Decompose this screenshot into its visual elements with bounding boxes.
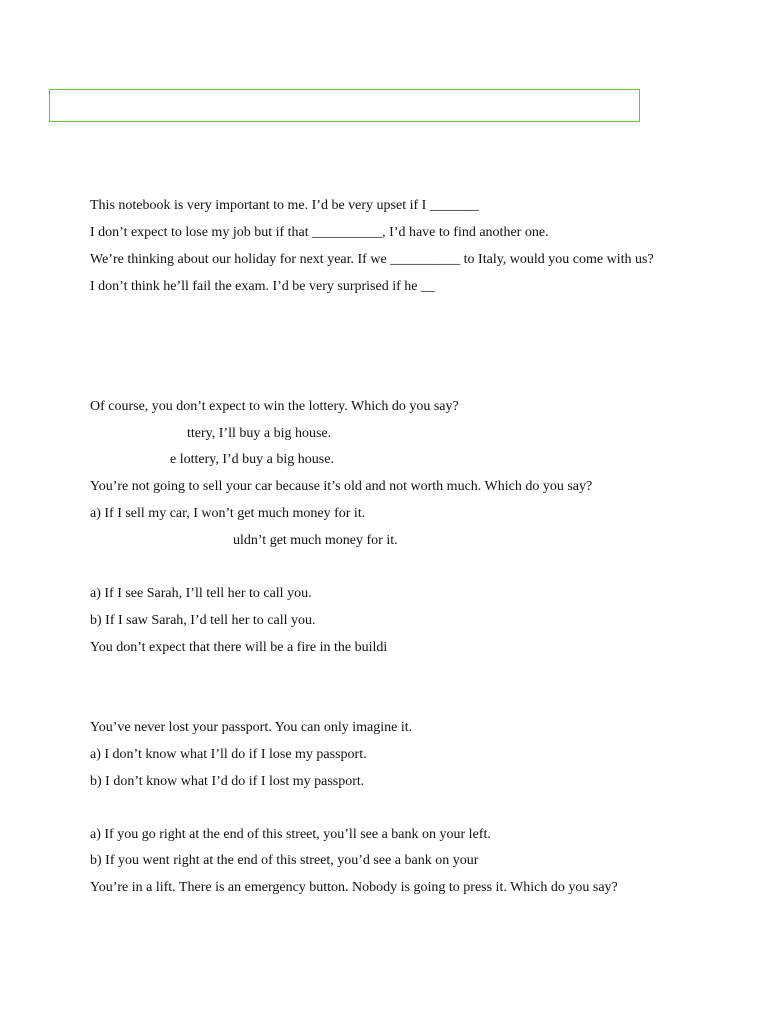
exercise-line: b) If you went right at the end of this street, you’d see a bank on your [90, 853, 479, 868]
exercise-line: You’ve never lost your passport. You can only imagine it. [90, 720, 413, 735]
exercise-line: We’re thinking about our holiday for next year. If we __________ to Italy, would you come with us? [90, 252, 654, 267]
exercise-line: a) I don’t know what I’ll do if I lose my passport. [90, 747, 367, 762]
exercise-line: a) If you go right at the end of this street, you’ll see a bank on your left. [90, 827, 491, 842]
exercise-line: e lottery, I’d buy a big house. [170, 452, 334, 467]
exercise-line: You’re in a lift. There is an emergency button. Nobody is going to press it. Which do you say? [90, 880, 618, 895]
exercise-line: I don’t expect to lose my job but if that __________, I’d have to find another one. [90, 225, 549, 240]
exercise-line: a) If I see Sarah, I’ll tell her to call you. [90, 586, 312, 601]
exercise-line: I don’t think he’ll fail the exam. I’d be very surprised if he __ [90, 279, 435, 294]
exercise-line: You’re not going to sell your car because it’s old and not worth much. Which do you say? [90, 479, 593, 494]
exercise-line: a) If I sell my car, I won’t get much money for it. [90, 506, 366, 521]
title-box [49, 89, 640, 122]
exercise-line: You don’t expect that there will be a fire in the buildi [90, 640, 388, 655]
exercise-line: b) If I saw Sarah, I’d tell her to call you. [90, 613, 316, 628]
exercise-line: This notebook is very important to me. I’d be very upset if I _______ [90, 198, 479, 213]
exercise-line: Of course, you don’t expect to win the lottery. Which do you say? [90, 399, 459, 414]
exercise-line: ttery, I’ll buy a big house. [187, 426, 332, 441]
exercise-line: uldn’t get much money for it. [233, 533, 398, 548]
exercise-line: b) I don’t know what I’d do if I lost my passport. [90, 774, 365, 789]
